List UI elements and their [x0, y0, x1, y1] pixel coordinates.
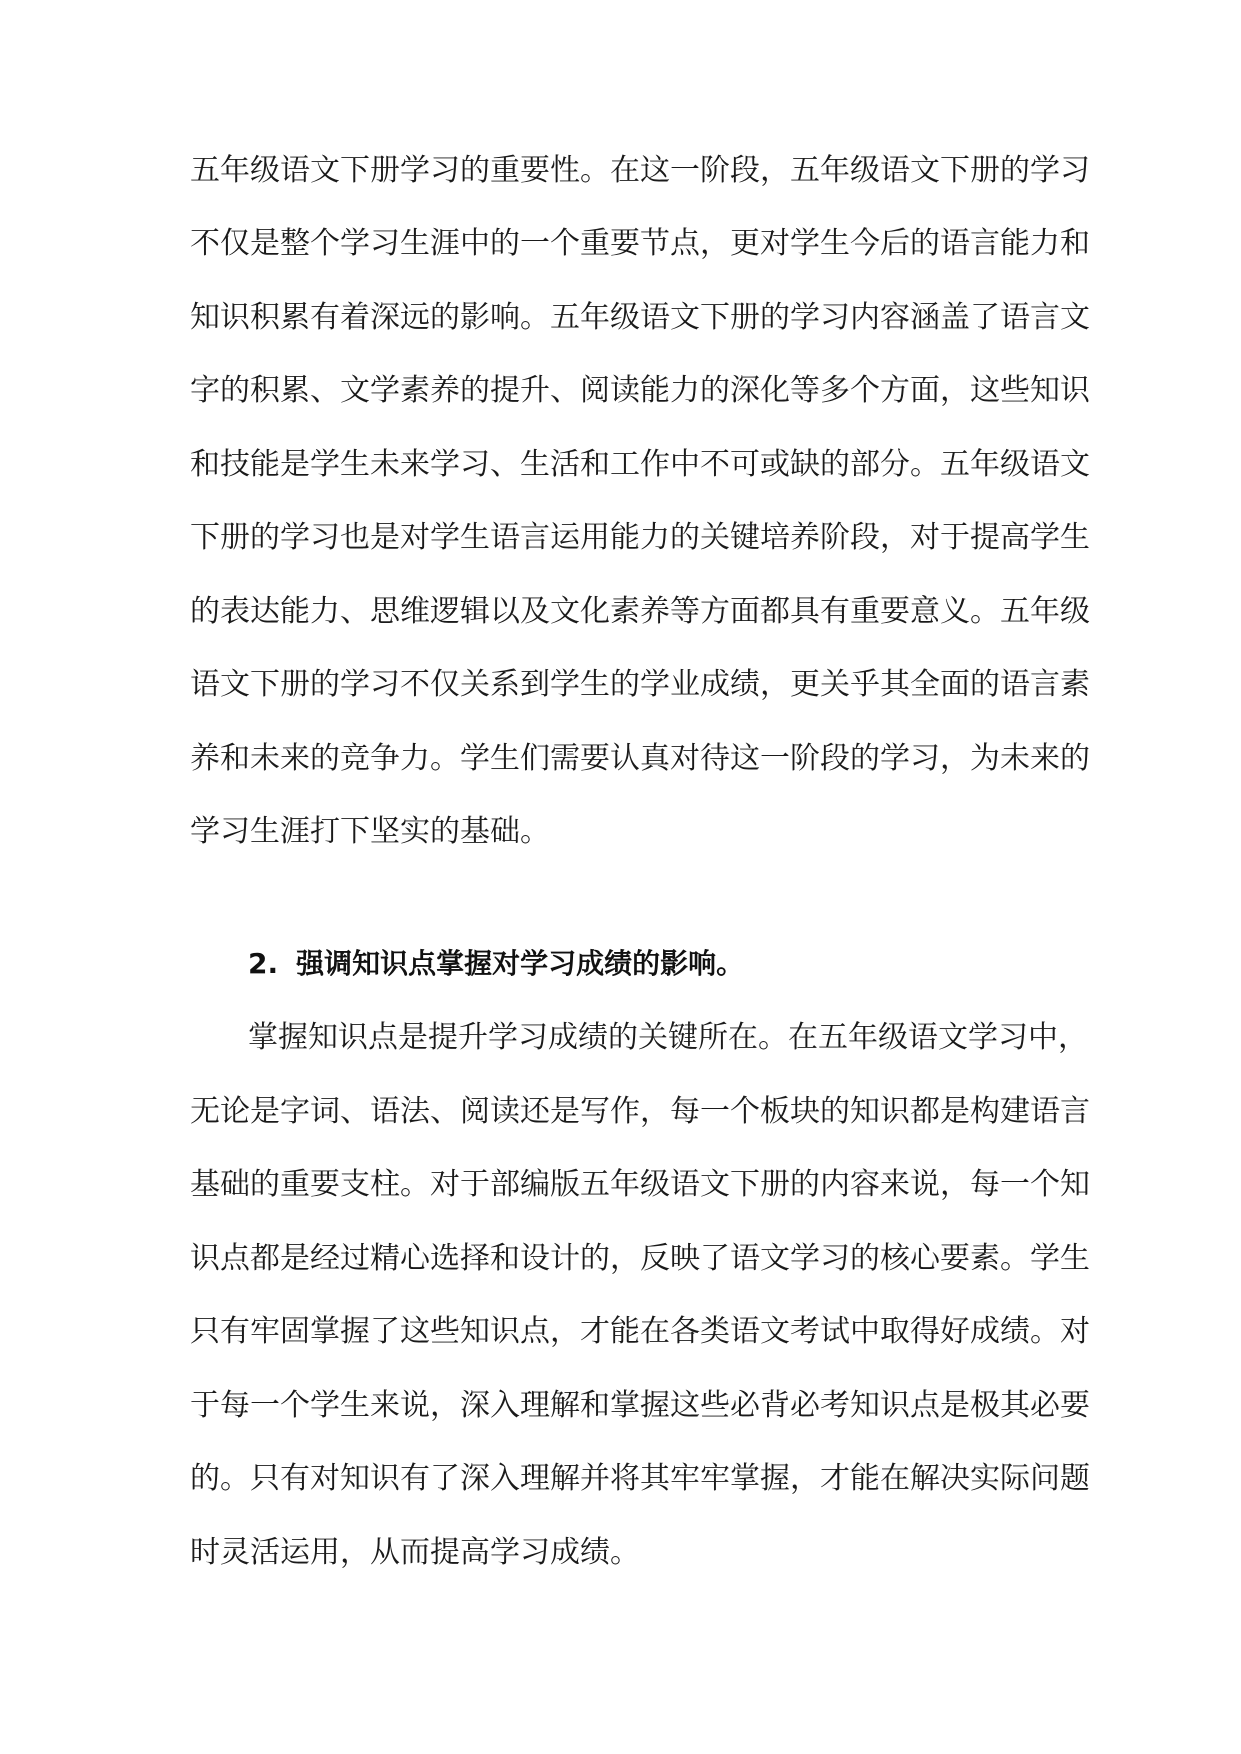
paragraph2-line: 掌握知识点是提升学习成绩的关键所在。在五年级语文学习中，: [248, 1020, 1088, 1055]
paragraph2-line: 基础的重要支柱。对于部编版五年级语文下册的内容来说，每一个知: [190, 1167, 1090, 1202]
paragraph1-line: 下册的学习也是对学生语言运用能力的关键培养阶段，对于提高学生: [190, 520, 1090, 555]
paragraph2-line: 识点都是经过精心选择和设计的，反映了语文学习的核心要素。学生: [190, 1241, 1090, 1276]
paragraph2-line: 无论是字词、语法、阅读还是写作，每一个板块的知识都是构建语言: [190, 1094, 1090, 1129]
paragraph2-line: 于每一个学生来说，深入理解和掌握这些必背必考知识点是极其必要: [190, 1388, 1090, 1423]
paragraph1-line: 知识积累有着深远的影响。五年级语文下册的学习内容涵盖了语言文: [190, 300, 1090, 335]
paragraph1-line: 养和未来的竞争力。学生们需要认真对待这一阶段的学习，为未来的: [190, 741, 1090, 776]
paragraph1-line: 和技能是学生未来学习、生活和工作中不可或缺的部分。五年级语文: [190, 447, 1090, 482]
paragraph1-line: 的表达能力、思维逻辑以及文化素养等方面都具有重要意义。五年级: [190, 594, 1090, 629]
paragraph2-line: 的。只有对知识有了深入理解并将其牢牢掌握，才能在解决实际问题: [190, 1461, 1090, 1496]
paragraph1-line: 不仅是整个学习生涯中的一个重要节点，更对学生今后的语言能力和: [190, 226, 1090, 261]
section-number: 2.: [248, 947, 279, 980]
paragraph2-line: 时灵活运用，从而提高学习成绩。: [190, 1535, 640, 1570]
paragraph1-line: 学习生涯打下坚实的基础。: [190, 814, 550, 849]
paragraph1-line: 语文下册的学习不仅关系到学生的学业成绩，更关乎其全面的语言素: [190, 667, 1090, 702]
paragraph2-line: 只有牢固掌握了这些知识点，才能在各类语文考试中取得好成绩。对: [190, 1314, 1090, 1349]
section-heading: [248, 942, 744, 986]
paragraph1-line: 五年级语文下册学习的重要性。在这一阶段，五年级语文下册的学习: [190, 153, 1090, 188]
paragraph1-line: 字的积累、文学素养的提升、阅读能力的深化等多个方面，这些知识: [190, 373, 1090, 408]
section-title: 强调知识点掌握对学习成绩的影响。: [296, 947, 745, 980]
